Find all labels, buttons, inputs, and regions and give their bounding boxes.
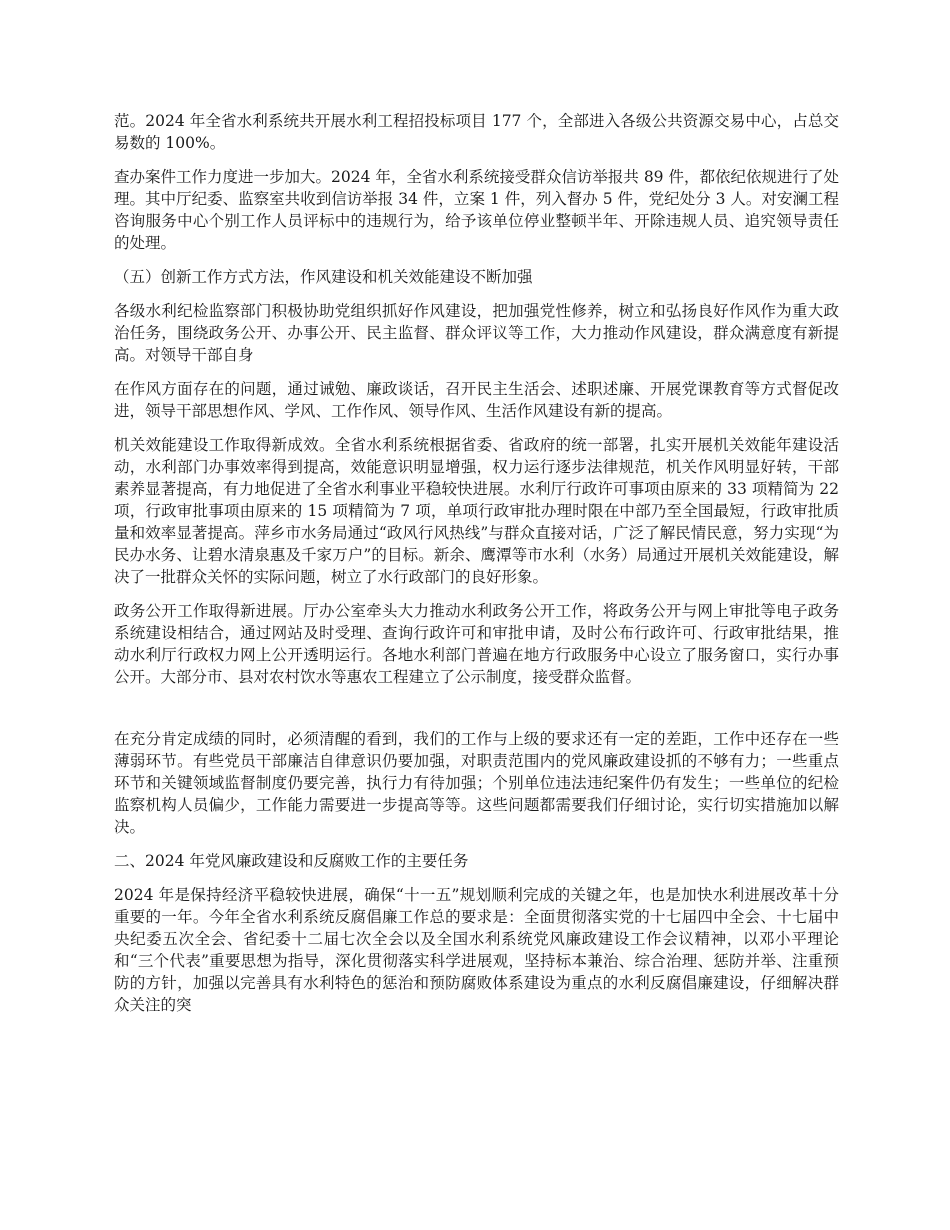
section-heading-work-style: （五）创新工作方式方法，作风建设和机关效能建设不断加强 [114,268,533,286]
document-page [114,110,839,1028]
paragraph-case-handling: 查办案件工作力度进一步加大。2024 年，全省水利系统接受群众信访举报共 89 件，都依纪依规进行了处理。其中厅纪委、监察室共收到信访举报 34 件，立案 1 件，列入督办 5 件，党纪处分 3 人。对安澜工程咨询服务中心个别工作人员评标中的违规行为，给予该单位停业整顿半年、开除违规人员、追究领导责任的处理。 [114,168,839,252]
paragraph-shortcomings: 在充分肯定成绩的同时，必须清醒的看到，我们的工作与上级的要求还有一定的差距，工作中还存在一些薄弱环节。有些党员干部廉洁自律意识仍要加强，对职责范围内的党风廉政建设抓的不够有力；一些重点环节和关键领域监督制度仍要完善，执行力有待加强；个别单位违法违纪案件仍有发生；一些单位的纪检监察机构人员偏少，工作能力需要进一步提高等等。这些问题都需要我们仔细讨论，实行切实措施加以解决。 [114,730,839,836]
paragraph-leadership-style: 在作风方面存在的问题，通过诫勉、廉政谈话，召开民主生活会、述职述廉、开展党课教育等方式督促改进，领导干部思想作风、学风、工作作风、领导作风、生活作风建设有新的提高。 [114,380,839,420]
paragraph-efficiency: 机关效能建设工作取得新成效。全省水利系统根据省委、省政府的统一部署，扎实开展机关效能年建设活动，水利部门办事效率得到提高，效能意识明显增强，权力运行逐步法律规范，机关作风明显好转，干部素养显著提高，有力地促进了全省水利事业平稳较快进展。水利厅行政许可事项由原来的 33 项精简为 22 项，行政审批事项由原来的 15 项精简为 7 项，单项行政审批办理时限在中部乃至全国最短，行政审批质量和效率显著提高。萍乡市水务局通过“政风行风热线”与群众直接对话，广泛了解民情民意，努力实现“为民办水务、让碧水清泉惠及千家万户”的目标。新余、鹰潭等市水利（水务）局通过开展机关效能建设，解决了一批群众关怀的实际问题，树立了水行政部门的良好形象。 [114,436,839,586]
section-heading-main-tasks: 二、2024 年党风廉政建设和反腐败工作的主要任务 [114,852,469,870]
paragraph-main-tasks: 2024 年是保持经济平稳较快进展，确保“十一五”规划顺利完成的关键之年，也是加快水利进展改革十分重要的一年。今年全省水利系统反腐倡廉工作总的要求是：全面贯彻落实党的十七届四中全会、十七届中央纪委五次全会、省纪委十二届七次全会以及全国水利系统党风廉政建设工作会议精神，以邓小平理论和“三个代表”重要思想为指导，深化贯彻落实科学进展观，坚持标本兼治、综合治理、惩防并举、注重预防的方针，加强以完善具有水利特色的惩治和预防腐败体系建设为重点的水利反腐倡廉建设，仔细解决群众关注的突 [114,886,839,1014]
paragraph-transparency: 政务公开工作取得新进展。厅办公室牵头大力推动水利政务公开工作，将政务公开与网上审批等电子政务系统建设相结合，通过网站及时受理、查询行政许可和审批申请，及时公布行政许可、行政审批结果，推动水利厅行政权力网上公开透明运行。各地水利部门普遍在地方行政服务中心设立了服务窗口，实行办事公开。大部分市、县对农村饮水等惠农工程建立了公示制度，接受群众监督。 [114,602,839,686]
paragraph-bidding-stats: 范。2024 年全省水利系统共开展水利工程招投标项目 177 个，全部进入各级公共资源交易中心，占总交易数的 100%。 [114,112,839,152]
paragraph-work-style: 各级水利纪检监察部门积极协助党组织抓好作风建设，把加强党性修养，树立和弘扬良好作风作为重大政治任务，围绕政务公开、办事公开、民主监督、群众评议等工作，大力推动作风建设，群众满意度有新提高。对领导干部自身 [114,302,839,364]
